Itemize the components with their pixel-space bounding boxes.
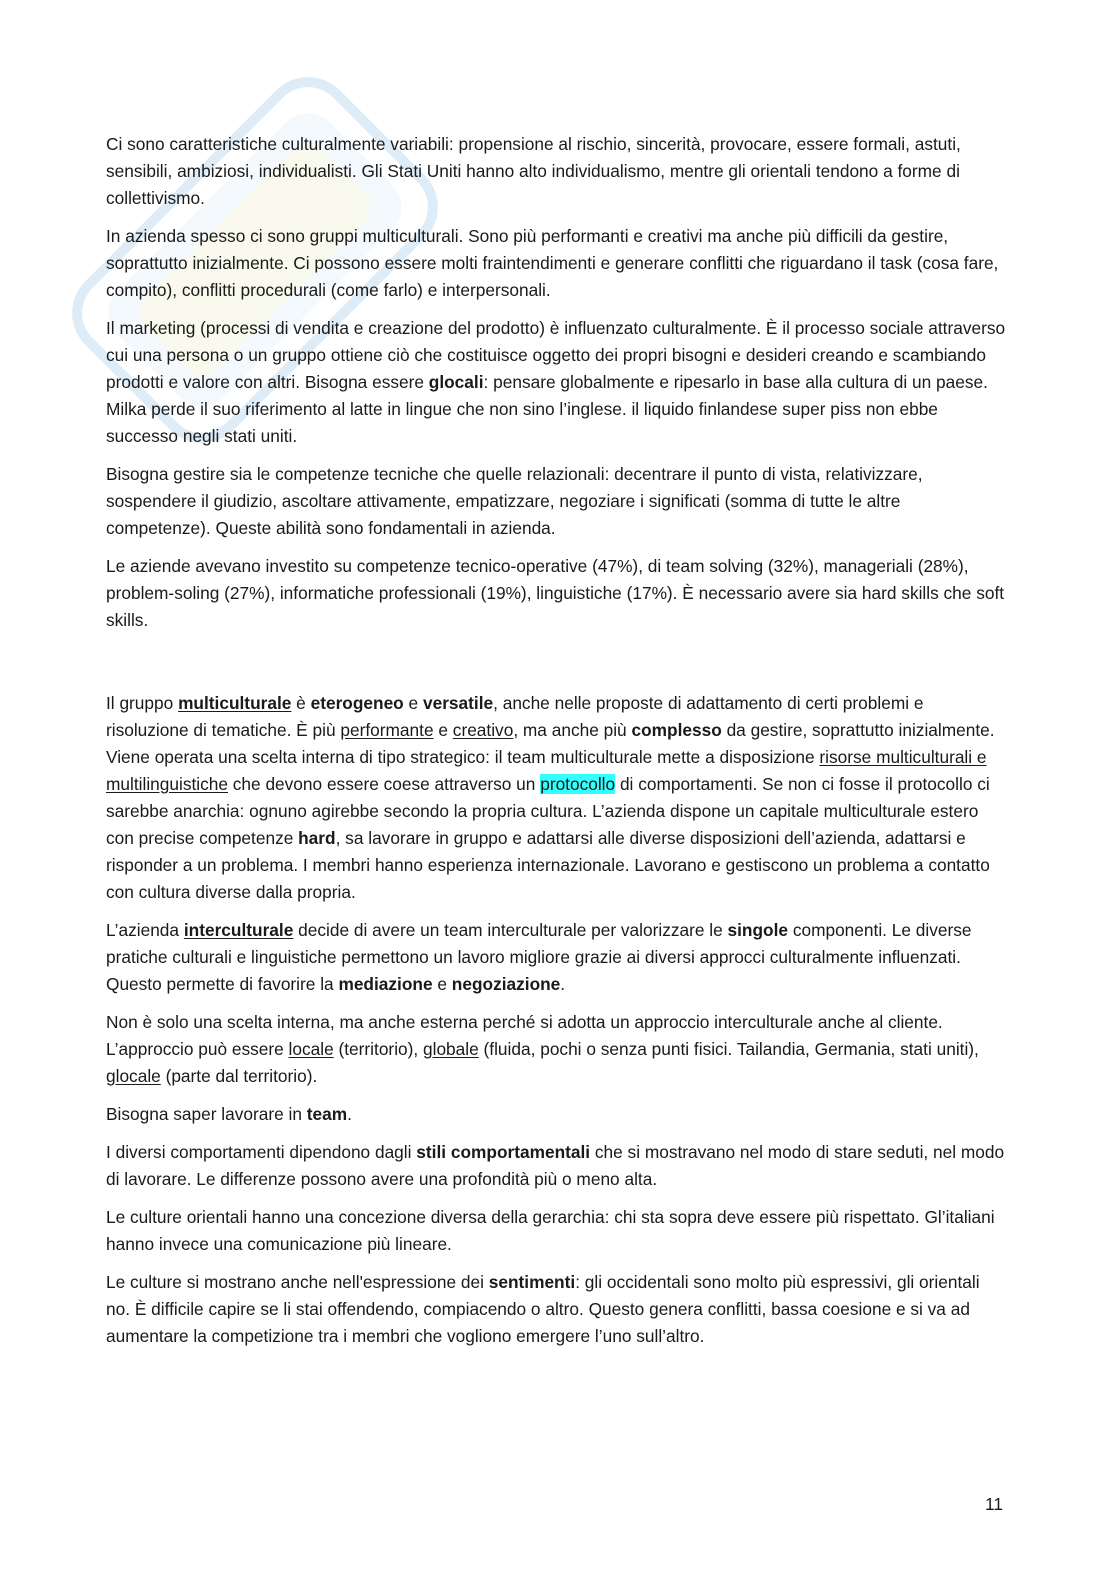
text-run: . [347,1104,352,1124]
underlined-term: glocale [106,1066,161,1086]
text-run: Il marketing (processi di vendita e creazione del prodotto) è influenzato culturalmente. È il processo sociale attraverso cui una persona o un gruppo ottiene ciò che costituisce oggetto dei propri bisogni e desideri creando e scambiando prodotti e valore con altri. Bisogna essere [106,318,1006,392]
text-run: che si mostravano nel modo di stare seduti, nel modo di lavorare. Le differenze possono avere una profondità più o meno alta. [106,1142,1005,1189]
underlined-term: risorse multiculturali e multilinguistiche [106,747,987,794]
paragraph [106,1204,1006,1258]
bold-term: mediazione [338,974,433,994]
text-run: Bisogna saper lavorare in [106,1104,307,1124]
text-run: decide di avere un team interculturale per valorizzare le [293,920,728,940]
bold-term: glocali [428,372,484,392]
text-run: Il gruppo [106,693,179,713]
text-run: Le culture orientali hanno una concezione diversa della gerarchia: chi sta sopra deve essere più rispettato. Gl’italiani hanno invece una comunicazione più lineare. [106,1207,995,1254]
paragraph [106,553,1006,634]
paragraph [106,1009,1006,1090]
highlighted-term: protocollo [540,774,616,794]
paragraph [106,690,1006,906]
text-run: . [560,974,566,994]
text-run: Non è solo una scelta interna, ma anche esterna perché si adotta un approccio interculturale anche al cliente. L’approccio può essere [106,1012,943,1059]
text-run: di comportamenti. Se non ci fosse il protocollo ci sarebbe anarchia: ognuno agirebbe secondo la propria cultura. L’azienda dispone un capitale multiculturale estero con precise competenze [106,774,990,848]
text-run: I diversi comportamenti dipendono dagli [106,1142,417,1162]
underlined-term: globale [423,1039,479,1059]
key-term-bold-underlined: interculturale [183,920,294,940]
paragraph [106,917,1006,998]
bold-term: complesso [631,720,722,740]
underlined-term: creativo [452,720,514,740]
bold-term: negoziazione [451,974,561,994]
bold-term: singole [727,920,789,940]
text-run: Ci sono caratteristiche culturalmente variabili: propensione al rischio, sincerità, provocare, essere formali, astuti, sensibili, ambiziosi, individualisti. Gli Stati Uniti hanno alto individualismo, mentre gli orientali tendono a forme di collettivismo. [106,134,961,208]
text-run: : gli occidentali sono molto più espressivi, gli orientali no. È difficile capire se li stai offendendo, compiacendo o altro. Questo genera conflitti, bassa coesione e si va ad aumentare la competizione tra i membri che vogliono emergere l’uno sull’altro. [106,1272,980,1346]
text-run: In azienda spesso ci sono gruppi multiculturali. Sono più performanti e creativi ma anche più difficili da gestire, soprattutto inizialmente. Ci possono essere molti fraintendimenti e generare conflitti che riguardano il task (cosa fare, compito), conflitti procedurali (come farlo) e interpersonali. [106,226,999,300]
bold-term: sentimenti [488,1272,576,1292]
paragraph [106,1101,1006,1128]
text-run: Le aziende avevano investito su competenze tecnico-operative (47%), di team solving (32%), manageriali (28%), problem-soling (27%), informatiche professionali (19%), linguistiche (17%). È necessario avere sia hard skills che soft skills. [106,556,1005,630]
text-run: (fluida, pochi o senza punti fisici. Tailandia, Germania, stati uniti), [478,1039,979,1059]
text-run: e [432,974,452,994]
page-number: 11 [985,1494,1003,1514]
text-run: e [433,720,453,740]
text-run: Bisogna gestire sia le competenze tecniche che quelle relazionali: decentrare il punto di vista, relativizzare, sospendere il giudizio, ascoltare attivamente, empatizzare, negoziare i significati (somma di tutte le altre competenze). Queste abilità sono fondamentali in azienda. [106,464,923,538]
text-run: da gestire, soprattutto inizialmente. Viene operata una scelta interna di tipo strategico: il team multiculturale mette a disposizione [106,720,995,767]
paragraph [106,131,1006,212]
bold-term: hard [298,828,336,848]
paragraph [106,315,1006,450]
text-run: è [291,693,311,713]
paragraph [106,1139,1006,1193]
text-run: (parte dal territorio). [160,1066,318,1086]
underlined-term: locale [288,1039,334,1059]
paragraph [106,1269,1006,1350]
text-run: L’azienda [106,920,184,940]
text-run: , anche nelle proposte di adattamento di certi problemi e risoluzione di tematiche. È più [106,693,924,740]
paragraph [106,461,1006,542]
text-run: e [403,693,423,713]
text-run: Le culture si mostrano anche nell'espressione dei [106,1272,489,1292]
bold-term: team [306,1104,348,1124]
bold-term: versatile [422,693,494,713]
bold-term: eterogeneo [310,693,404,713]
paragraph [106,223,1006,304]
text-run: , ma anche più [513,720,632,740]
underlined-term: performante [340,720,434,740]
bold-term: stili comportamentali [416,1142,591,1162]
text-run: (territorio), [333,1039,423,1059]
text-run: , sa lavorare in gruppo e adattarsi alle diverse disposizioni dell’azienda, adattarsi e risponder a un problema. I membri hanno esperienza internazionale. Lavorano e gestiscono un problema a contatto con cultura diverse dalla propria. [106,828,990,902]
text-run: componenti. Le diverse pratiche culturali e linguistiche permettono un lavoro migliore grazie ai diversi approcci culturalmente influenzati. Questo permette di favorire la [106,920,972,994]
text-run: : pensare globalmente e ripesarlo in base alla cultura di un paese. Milka perde il suo riferimento al latte in lingue che non sino l’inglese. il liquido finlandese super piss non ebbe successo negli stati uniti. [106,372,988,446]
key-term-bold-underlined: multiculturale [178,693,292,713]
document-body [106,131,1006,1361]
text-run: che devono essere coese attraverso un [227,774,541,794]
